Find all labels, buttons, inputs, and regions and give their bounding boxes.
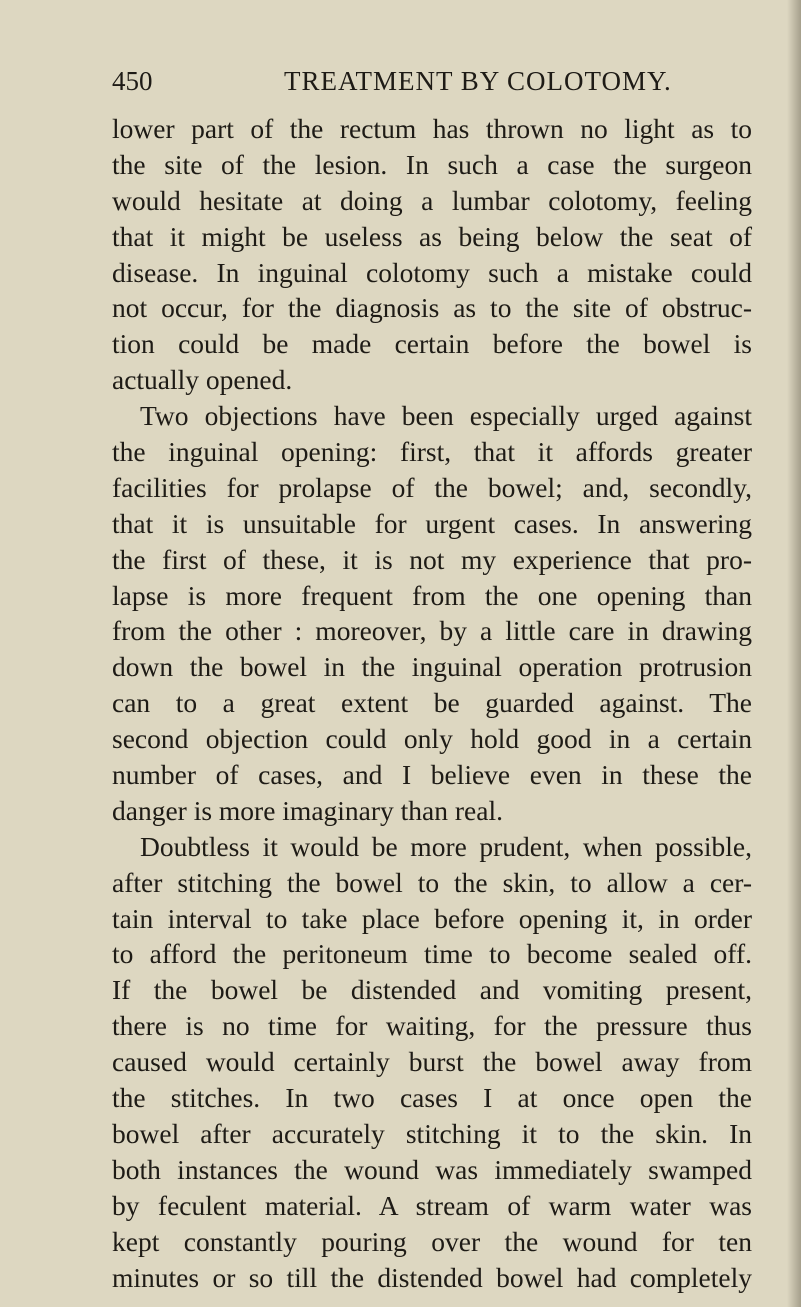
text-line: would hesitate at doing a lumbar colotomy, feeling <box>112 184 752 216</box>
text-line: number of cases, and I believe even in these the <box>112 759 752 791</box>
text-line: that it is unsuitable for urgent cases. In answering <box>112 507 752 539</box>
text-line: tain interval to take place before opening it, in order <box>112 902 752 934</box>
text-line: can to a great extent be guarded against. The <box>112 687 752 719</box>
text-line: Two objections have been especially urged against <box>140 400 752 432</box>
text-line: by feculent material. A stream of warm water was <box>112 1189 752 1221</box>
text-line: bowel after accurately stitching it to the skin. In <box>112 1117 752 1149</box>
text-line: lower part of the rectum has thrown no light as to <box>112 113 752 144</box>
text-line: not occur, for the diagnosis as to the site of obstruc- <box>112 292 752 324</box>
text-line: second objection could only hold good in a certain <box>112 723 752 755</box>
text-line: danger is more imaginary than real. <box>112 794 503 826</box>
text-line: kept constantly pouring over the wound for ten <box>112 1225 752 1257</box>
text-line: tion could be made certain before the bowel is <box>112 328 752 360</box>
text-line: the first of these, it is not my experience that pro- <box>112 543 752 575</box>
text-line: to afford the peritoneum time to become sealed off. <box>112 938 752 970</box>
body-text <box>112 111 752 1295</box>
text-line: there is no time for waiting, for the pressure thus <box>112 1010 752 1042</box>
text-line: from the other : moreover, by a little care in drawing <box>112 615 752 647</box>
page-header <box>0 64 801 98</box>
text-line: facilities for prolapse of the bowel; and, secondly, <box>112 471 752 503</box>
text-line: If the bowel be distended and vomiting present, <box>112 974 752 1006</box>
text-line: that it might be useless as being below the seat of <box>112 220 752 252</box>
text-line: the site of the lesion. In such a case the surgeon <box>112 148 752 180</box>
running-title: TREATMENT BY COLOTOMY. <box>284 66 672 96</box>
text-line: caused would certainly burst the bowel away from <box>112 1046 752 1078</box>
text-line: the inguinal opening: first, that it affords greater <box>112 436 752 468</box>
text-line: after stitching the bowel to the skin, to allow a cer- <box>112 866 752 898</box>
text-line: lapse is more frequent from the one opening than <box>112 579 752 611</box>
text-line: the stitches. In two cases I at once open the <box>112 1082 752 1114</box>
text-line: minutes or so till the distended bowel had completely <box>112 1261 752 1293</box>
text-line: both instances the wound was immediately swamped <box>112 1153 752 1185</box>
page-edge-shadow <box>787 0 801 1307</box>
text-line: down the bowel in the inguinal operation protrusion <box>112 651 752 683</box>
text-line: disease. In inguinal colotomy such a mistake could <box>112 256 752 288</box>
text-line: actually opened. <box>112 364 293 396</box>
text-line: Doubtless it would be more prudent, when possible, <box>140 830 752 862</box>
page-number: 450 <box>112 66 153 96</box>
